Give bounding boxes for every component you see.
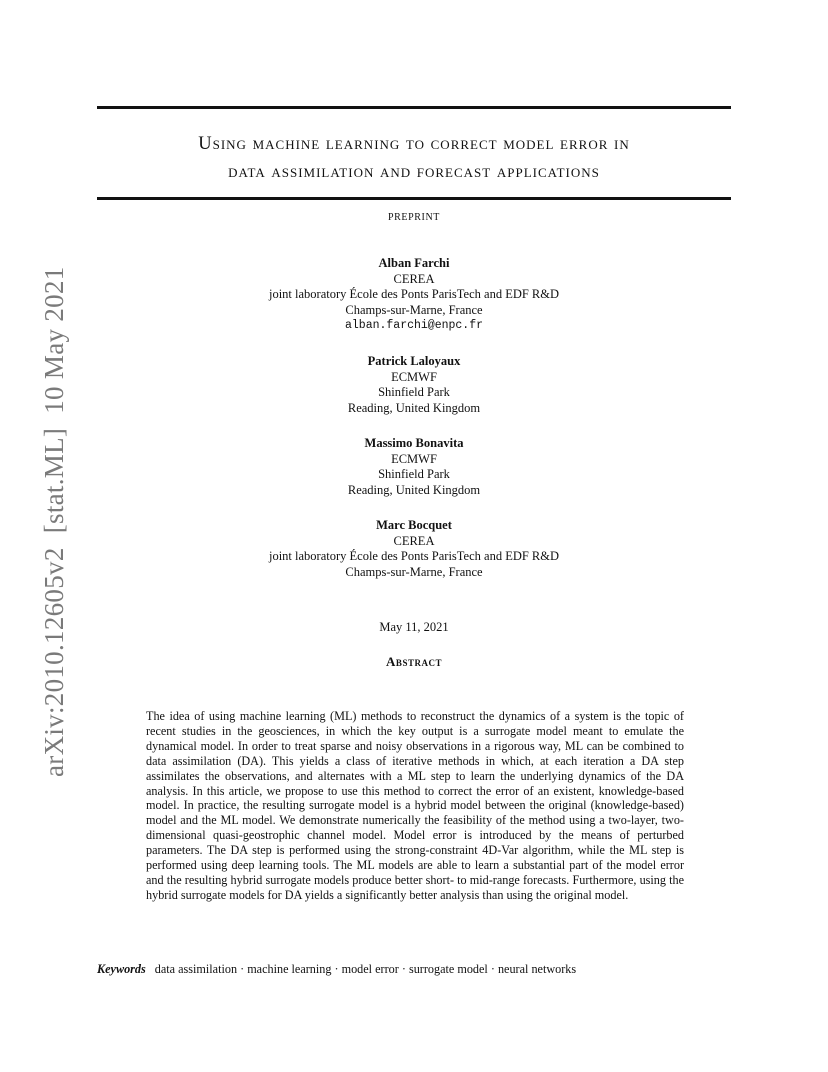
author-location: Champs-sur-Marne, France: [345, 564, 483, 579]
author-affiliation: CEREA: [393, 271, 435, 286]
author-email: alban.farchi@enpc.fr: [344, 319, 484, 332]
author-block-1: [0, 256, 828, 334]
title-line-2: data assimilation and forecast applications: [228, 162, 600, 182]
preprint-label: PREPRINT: [387, 212, 441, 223]
title-line-1: Using machine learning to correct model error in: [198, 134, 630, 154]
author-affiliation: ECMWF: [391, 451, 437, 466]
author-block-2: [0, 354, 828, 416]
paper-title: [97, 130, 731, 186]
keywords-label: Keywords: [97, 962, 146, 976]
author-affiliation: CEREA: [393, 533, 435, 548]
arxiv-identifier-stamp[interactable]: [39, 266, 70, 777]
arxiv-stamp-text: arXiv:2010.12605v2 [stat.ML] 10 May 2021: [39, 266, 69, 777]
author-affiliation: ECMWF: [391, 369, 437, 384]
keywords-text: data assimilation · machine learning · model error · surrogate model · neural networks: [154, 962, 577, 976]
title-top-rule: [97, 106, 731, 109]
author-address: Shinfield Park: [378, 467, 450, 481]
author-name: Marc Bocquet: [376, 518, 452, 532]
author-location: Reading, United Kingdom: [347, 400, 481, 415]
abstract-text: The idea of using machine learning (ML) methods to reconstruct the dynamics of a system is the topic of recent studies in the geosciences, in which the key output is a surrogate model meant to emulate the dynamical model. In order to treat sparse and noisy observations in a rigorous way, ML can be combined to data assimilation (DA). This yields a class of iterative methods in which, at each iteration a DA step assimilates the observations, and alternates with a ML step to learn the underlying dynamics of the DA analysis. In this article, we propose to use this method to correct the error of an existent, knowledge-based model. In practice, the resulting surrogate model is a hybrid model between the original (knowledge-based) model and the ML model. We demonstrate numerically the feasibility of the method using a two-layer, two-dimensional quasi-geostrophic channel model. Model error is introduced by the means of perturbed parameters. The DA step is performed using the strong-constraint 4D-Var algorithm, while the ML step is performed using deep learning tools. The ML models are able to learn a substantial part of the model error and the resulting hybrid surrogate models produce better short- to mid-range forecasts. Furthermore, using the hybrid surrogate models for DA yields a significantly better analysis than using the original model.: [146, 709, 684, 902]
paper-date: May 11, 2021: [379, 620, 449, 634]
author-block-4: [0, 518, 828, 580]
author-block-3: [0, 436, 828, 498]
title-bottom-rule: [97, 197, 731, 200]
author-affiliation: joint laboratory École des Ponts ParisTech and EDF R&D: [268, 549, 560, 563]
author-affiliation: joint laboratory École des Ponts ParisTech and EDF R&D: [268, 287, 560, 301]
author-name: Patrick Laloyaux: [367, 354, 461, 368]
author-address: Shinfield Park: [378, 385, 450, 399]
abstract-heading: Abstract: [386, 654, 442, 669]
author-location: Champs-sur-Marne, France: [345, 302, 483, 317]
author-name: Alban Farchi: [378, 256, 450, 270]
keywords-line: [97, 962, 731, 977]
author-location: Reading, United Kingdom: [347, 482, 481, 497]
author-name: Massimo Bonavita: [364, 436, 464, 450]
